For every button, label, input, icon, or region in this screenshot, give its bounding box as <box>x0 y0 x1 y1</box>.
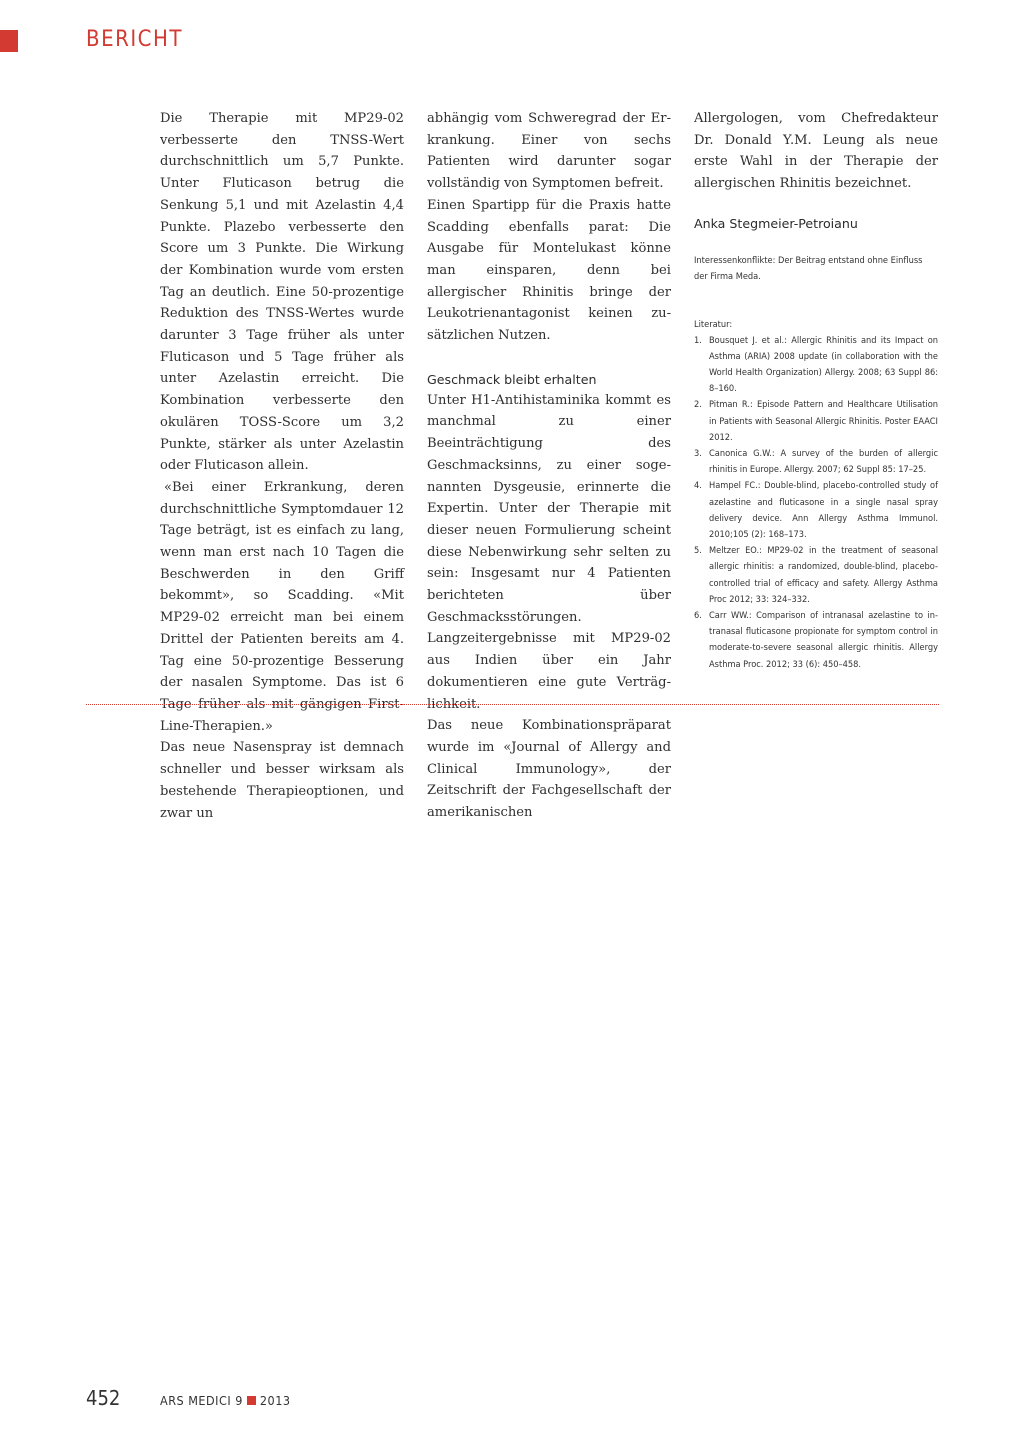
reference-number: 6. <box>694 609 702 621</box>
reference-number: 3. <box>694 447 702 459</box>
text-column-2 <box>427 108 671 824</box>
paragraph: Die Therapie mit MP29-02 verbesserte den TNSS-Wert durchschnittlich um 5,7 Punkte. Unter Fluticason betrug die Senkung 5,1 und mit Azelastin 4,4 Punkte. Plazebo verbesserte den Score um 3 Punkte. Die Wirkung der Kombination wurde vom ersten Tag an deutlich. Eine 50-prozentige Reduktion des TNSS-Wertes wurde darunter 3 Tage früher als unter Fluticason und 5 Tage früher als unter Azelastin erreicht. Die Kombination verbesserte den okulären TOSS-Score um 3,2 Punkte, stärker als unter Azelastin oder Fluticason allein. <box>160 111 404 474</box>
reference-number: 5. <box>694 545 702 557</box>
reference-text: Meltzer EO.: MP29-02 in the treatment of seasonal allergic rhinitis: a randomized, double-blind, placebo-controlled trial of efficacy and safety. Allergy Asthma Proc 2012; 33: 324–332. <box>709 545 938 605</box>
paragraph: Das neue Nasenspray ist demnach schneller und besser wirksam als bestehende Therapieoptionen, und zwar un <box>160 740 404 821</box>
paragraph: Allergologen, vom Chefredakteur Dr. Donald Y.M. Leung als neue erste Wahl in der Therapie der allergischen Rhinitis bezeichnet. <box>694 111 938 192</box>
section-title: BERICHT <box>86 27 183 52</box>
paragraph: abhängig vom Schweregrad der Erkrankung. Einer von sechs Patienten wird darunter sogar vollständig von Symptomen befreit. <box>427 111 671 192</box>
reference-list <box>694 333 938 673</box>
conflict-of-interest: Interessenkonflikte: Der Beitrag entstand ohne Einfluss der Firma Meda. <box>694 254 923 282</box>
text-column-3 <box>694 108 938 673</box>
journal-year: 2013 <box>259 1393 291 1408</box>
journal-name: ARS MEDICI 9 <box>160 1393 243 1408</box>
reference-text: Hampel FC.: Double-blind, placebo-controlled study of azelastine and fluticasone in a single nasal spray delivery device. Ann Allergy Asthma Immunol. 2010;105 (2): 168–173. <box>709 480 938 540</box>
reference-item <box>694 446 938 478</box>
page-number: 452 <box>86 1386 121 1410</box>
reference-item <box>694 608 938 673</box>
author-name: Anka Stegmeier-Petroianu <box>694 215 858 231</box>
reference-item <box>694 333 938 398</box>
reference-text: Carr WW.: Comparison of intranasal azelastine to intranasal fluticasone propionate for symptom control in moderate-to-severe seasonal allergic rhinitis. Allergy Asthma Proc. 2012; 33 (6): 450–458. <box>709 609 938 670</box>
paragraph: «Bei einer Erkrankung, deren durchschnittliche Symptomdauer 12 Tage beträgt, ist es einfach zu lang, wenn man erst nach 10 Tagen die Beschwerden in den Griff bekommt», so Scadding. «Mit MP29-02 erreicht man bei einem Drittel der Patienten bereits am 4. Tag eine 50-prozentige Besserung der nasalen Symptome. Das ist 6 Tage früher als mit gängigen First-Line-Therapien.» <box>160 479 404 734</box>
paragraph: Einen Spartipp für die Praxis hatte Scadding ebenfalls parat: Die Ausgabe für Montelukast könne man einsparen, denn bei allergischer Rhinitis bringe der Leukotrienantagonist keinen zusätzlichen Nutzen. <box>427 197 671 344</box>
square-icon <box>247 1396 256 1405</box>
reference-text: Bousquet J. et al.: Allergic Rhinitis and its Impact on Asthma (ARIA) 2008 update (in collaboration with the World Health Organization) Allergy. 2008; 63 Suppl 86: 8–160. <box>709 334 938 395</box>
text-column-1 <box>160 108 404 824</box>
reference-item <box>694 543 938 608</box>
paragraph: Unter H1-Antihistaminika kommt es manchmal zu einer Beeinträchtigung des Geschmacksinns, zu einer sogenannten Dysgeusie, erinnerte die Expertin. Unter der Therapie mit dieser neuen Formulierung scheint diese Nebenwirkung sehr selten zu sein: Insgesamt nur 4 Patienten berichteten über Geschmacksstörungen. Langzeitergebnisse mit MP29-02 aus Indien über ein Jahr dokumentieren eine gute Verträglichkeit. <box>427 392 671 712</box>
reference-number: 4. <box>694 480 702 492</box>
reference-item <box>694 397 938 446</box>
reference-number: 2. <box>694 399 702 411</box>
subheading: Geschmack bleibt erhalten <box>427 371 597 387</box>
reference-text: Canonica G.W.: A survey of the burden of allergic rhinitis in Europe. Allergy. 2007; 62 Suppl 85: 17–25. <box>709 447 938 476</box>
reference-number: 1. <box>694 334 702 346</box>
section-marker <box>0 30 18 52</box>
literature-title: Literatur: <box>694 318 733 330</box>
paragraph: Das neue Kombinationspräparat wurde im «Journal of Allergy and Clinical Immunology», der Zeitschrift der Fachgesellschaft der amerikanischen <box>427 718 671 821</box>
dotted-divider <box>86 704 939 705</box>
journal-footer <box>160 1393 291 1408</box>
reference-text: Pitman R.: Episode Pattern and Healthcare Utilisation in Patients with Seasonal Allergic Rhinitis. Poster EAACI 2012. <box>709 399 938 443</box>
reference-item <box>694 478 938 543</box>
